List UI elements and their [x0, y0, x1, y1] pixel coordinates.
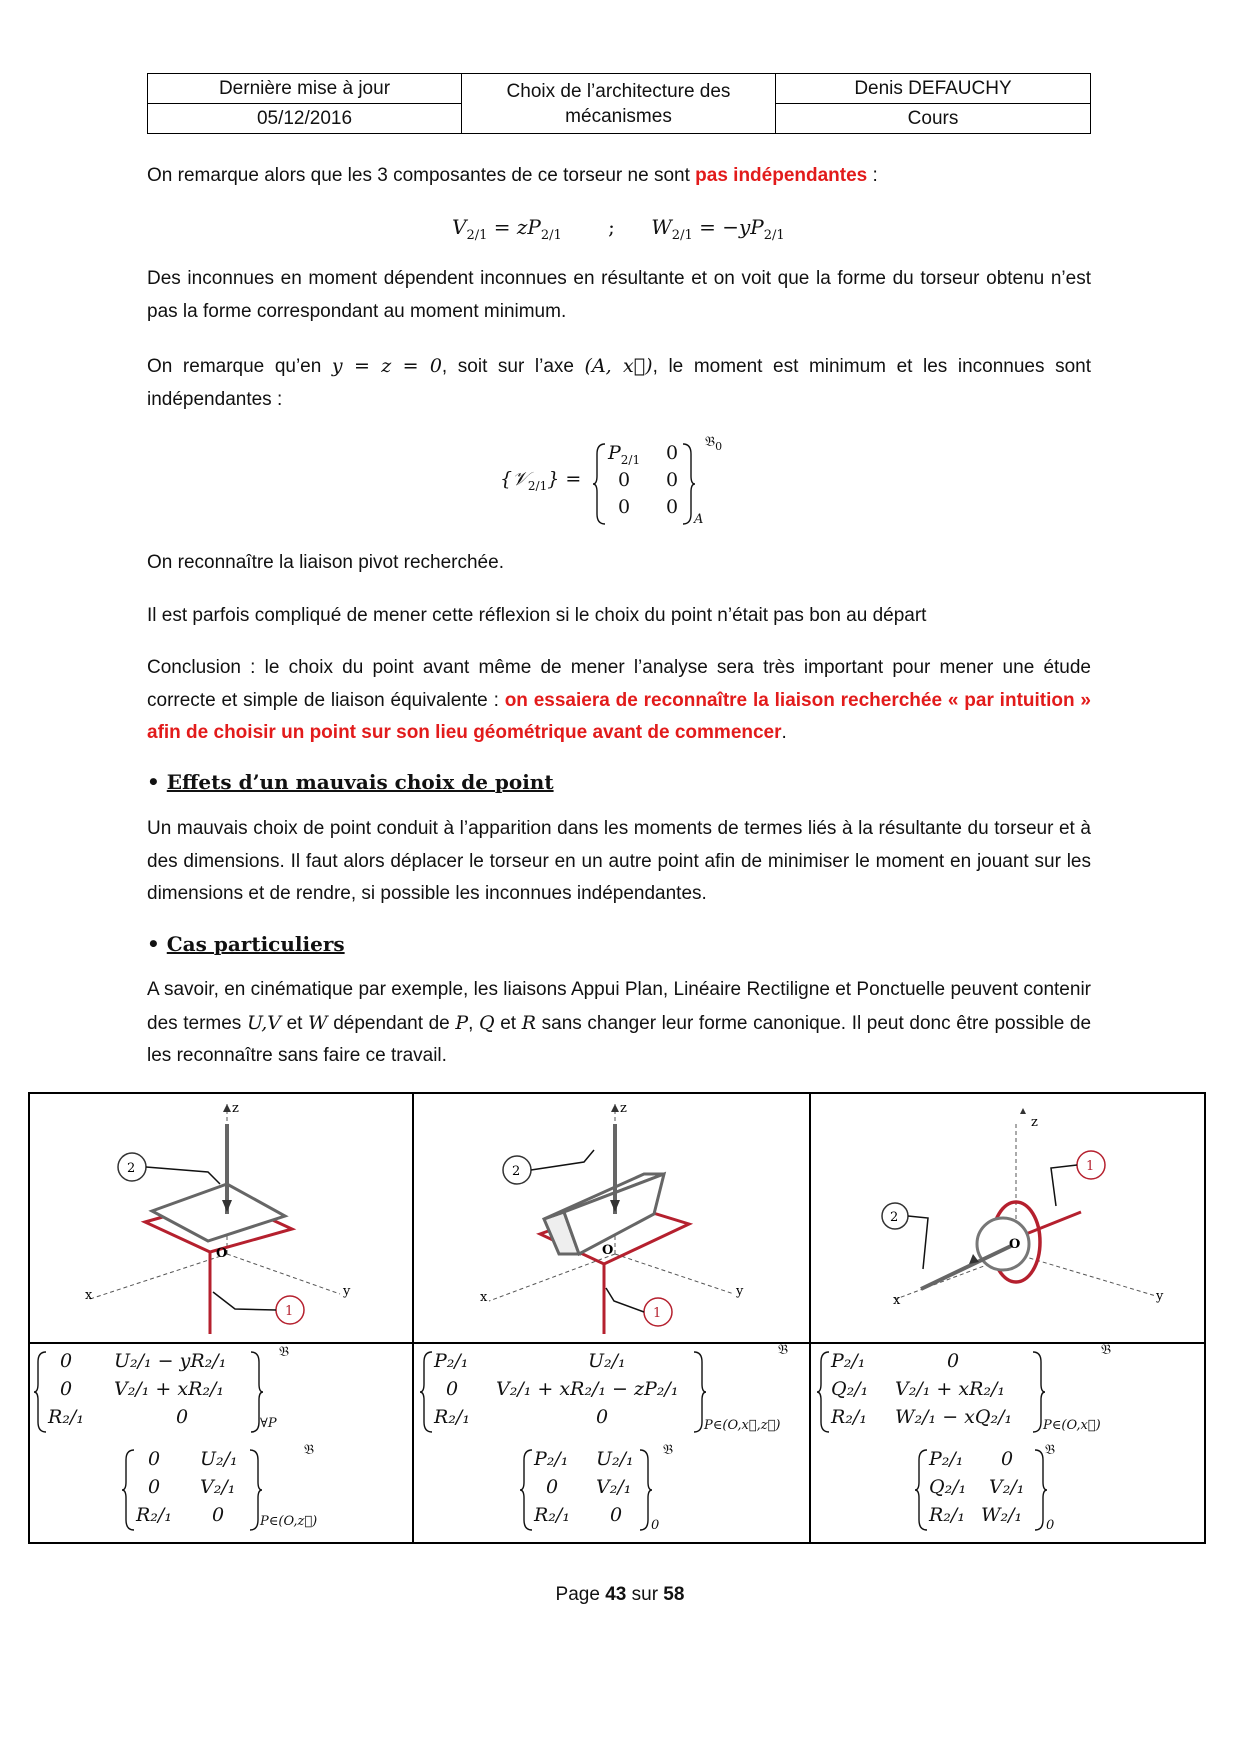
right-brace	[679, 442, 695, 526]
equation-1: $V_{2/1} = zP_{2/1}$ ; $W_{2/1} = -yP_{2/1}$	[452, 215, 785, 243]
matrix-lineaire-rectiligne-general: P₂/₁ U₂/₁ 0 V₂/₁ + xR₂/₁ − zP₂/₁ R₂/₁ 0 𝔅 P∈(O,x⃗,z⃗)	[420, 1348, 805, 1438]
y-axis-label-2: y	[736, 1284, 744, 1299]
part-2-label: 2	[127, 1161, 136, 1176]
cell-ponctuelle-torseurs	[810, 1343, 1205, 1543]
origin-label: O	[216, 1246, 228, 1261]
z-axis-label-3: z	[1031, 1115, 1038, 1130]
y-axis-label: y	[343, 1284, 351, 1299]
cell-lineaire-rectiligne-torseurs	[413, 1343, 810, 1543]
paragraph-8: A savoir, en cinématique par exemple, les liaisons Appui Plan, Linéaire Rectiligne et Ponctuelle peuvent contenir des termes U,V et W dépendant de P, Q et R sans changer leur forme canonique. Il peut donc être possible de les reconnaître sans faire ce travail.	[147, 979, 1092, 1066]
paragraph-5: Il est parfois compliqué de mener cette réflexion si le choix du point n’était pas bon au départ	[147, 605, 927, 626]
cell-appui-plan-figure	[29, 1093, 413, 1343]
part-1-label: 1	[285, 1304, 294, 1319]
paragraph-6: Conclusion : le choix du point avant même de mener l’analyse sera très important pour mener une étude correcte et simple de liaison équivalente : on essaiera de reconnaître la liaison recherchée « par intuition » afin de choisir un point sur son lieu géométrique avant de commencer.	[147, 657, 1091, 743]
section-heading-1: • Effets d’un mauvais choix de point	[147, 770, 554, 794]
matrix-lineaire-rectiligne-canonique: P₂/₁ U₂/₁ 0 V₂/₁ R₂/₁ 0 𝔅 0	[520, 1446, 770, 1538]
matrix-ponctuelle-canonique: P₂/₁ 0 Q₂/₁ V₂/₁ R₂/₁ W₂/₁ 𝔅 0	[915, 1446, 1175, 1538]
part-1-label-2: 1	[653, 1306, 662, 1321]
matrix-appui-plan-general: 0 U₂/₁ − yR₂/₁ 0 V₂/₁ + xR₂/₁ R₂/₁ 0 𝔅 ∀P	[34, 1348, 334, 1438]
paragraph-3: On remarque qu’en y = z = 0, soit sur l’axe (A, x⃗), le moment est minimum et les inconnues sont indépendantes :	[147, 355, 1091, 410]
left-brace	[593, 442, 609, 526]
author: Denis DEFAUCHY	[776, 74, 1091, 104]
page-footer: Page 43 sur 58	[555, 1584, 685, 1605]
x-axis-label: x	[85, 1288, 93, 1303]
document-title: Choix de l’architecture des mécanismes	[462, 74, 776, 134]
header-table	[147, 73, 1091, 134]
update-date: 05/12/2016	[148, 104, 462, 134]
section-heading-2: • Cas particuliers	[147, 932, 345, 956]
x-axis-label-2: x	[480, 1290, 488, 1305]
y-axis-label-3: y	[1156, 1289, 1164, 1304]
z-axis-label: z	[232, 1101, 239, 1116]
matrix-appui-plan-canonique: 0 U₂/₁ 0 V₂/₁ R₂/₁ 0 𝔅 P∈(O,z⃗)	[122, 1446, 382, 1536]
cell-lineaire-rectiligne-figure	[413, 1093, 810, 1343]
origin-label-2: O	[602, 1243, 614, 1258]
part-2-label-3: 2	[890, 1210, 899, 1225]
part-2-label-2: 2	[512, 1164, 521, 1179]
last-update-label: Dernière mise à jour	[148, 74, 462, 104]
ponctuelle-diagram	[811, 1094, 1206, 1344]
cell-ponctuelle-figure	[810, 1093, 1205, 1343]
liaisons-figure-table	[28, 1092, 1206, 1544]
lineaire-rectiligne-diagram	[414, 1094, 811, 1344]
paragraph-2: Des inconnues en moment dépendent inconnues en résultante et on voit que la forme du torseur obtenu n’est pas la forme correspondant au moment minimum.	[147, 268, 1091, 322]
cell-appui-plan-torseurs	[29, 1343, 413, 1543]
paragraph-1: On remarque alors que les 3 composantes de ce torseur ne sont pas indépendantes :	[147, 165, 878, 186]
part-1-label-3: 1	[1086, 1159, 1095, 1174]
x-axis-label-3: x	[893, 1293, 901, 1308]
paragraph-7: Un mauvais choix de point conduit à l’apparition dans les moments de termes liés à la résultante du torseur et à des dimensions. Il faut alors déplacer le torseur en un autre point afin de minimiser le moment en jouant sur les dimensions et de rendre, si possible les inconnues indépendantes.	[147, 818, 1091, 904]
paragraph-4: On reconnaître la liaison pivot recherchée.	[147, 552, 504, 573]
appui-plan-diagram	[30, 1094, 414, 1344]
origin-label-3: O	[1009, 1237, 1021, 1252]
matrix-ponctuelle-general: P₂/₁ 0 Q₂/₁ V₂/₁ + xR₂/₁ R₂/₁ W₂/₁ − xQ₂/₁ 𝔅 P∈(O,x⃗)	[817, 1348, 1197, 1438]
z-axis-label-2: z	[620, 1101, 627, 1116]
doc-type: Cours	[776, 104, 1091, 134]
torseur-equation: {𝒱$_{2/1}$} = $P_{2/1}$ 0 0 0 0 0 𝔅$_0$ A	[500, 434, 723, 527]
